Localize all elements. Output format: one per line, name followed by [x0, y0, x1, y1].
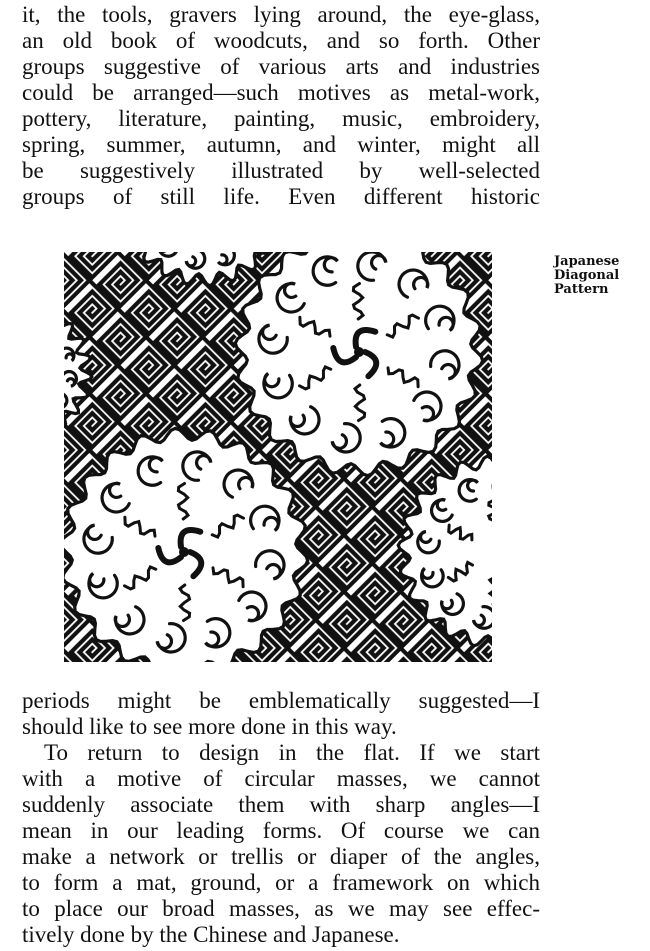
text-line: make a network or trellis or diaper of the angles, [22, 844, 540, 869]
text-line: should like to see more done in this way. [22, 714, 397, 739]
paragraph-continuation [22, 688, 540, 740]
paragraph-top [22, 2, 540, 210]
text-line: suddenly associate them with sharp angles—I [22, 792, 540, 817]
figure-caption [554, 255, 619, 297]
text-line: be suggestively illustrated by well-selected [22, 158, 540, 183]
caption-line: Diagonal [554, 268, 620, 283]
text-line: an old book of woodcuts, and so forth. Other [22, 28, 540, 53]
text-line: tively done by the Chinese and Japanese. [22, 922, 400, 947]
paragraph-next [22, 740, 540, 948]
text-line: to place our broad masses, as we may see effec- [22, 896, 540, 921]
text-line: To return to design in the flat. If we start [44, 740, 540, 765]
caption-line: Pattern [554, 282, 609, 297]
text-line: to form a mat, ground, or a framework on which [22, 870, 540, 895]
text-line: spring, summer, autumn, and winter, might all [22, 132, 540, 157]
caption-line: Japanese [554, 254, 620, 269]
text-line: periods might be emblematically suggested—I [22, 688, 540, 713]
japanese-diagonal-pattern-illustration [64, 252, 492, 662]
text-line: groups of still life. Even different historic [22, 184, 540, 209]
text-line: mean in our leading forms. Of course we can [22, 818, 540, 843]
text-line: with a motive of circular masses, we cannot [22, 766, 540, 791]
text-line: could be arranged—such motives as metal-work, [22, 80, 540, 105]
text-line: pottery, literature, painting, music, embroidery, [22, 106, 540, 131]
text-line: it, the tools, gravers lying around, the eye-glass, [22, 2, 540, 27]
text-line: groups suggestive of various arts and industries [22, 54, 540, 79]
